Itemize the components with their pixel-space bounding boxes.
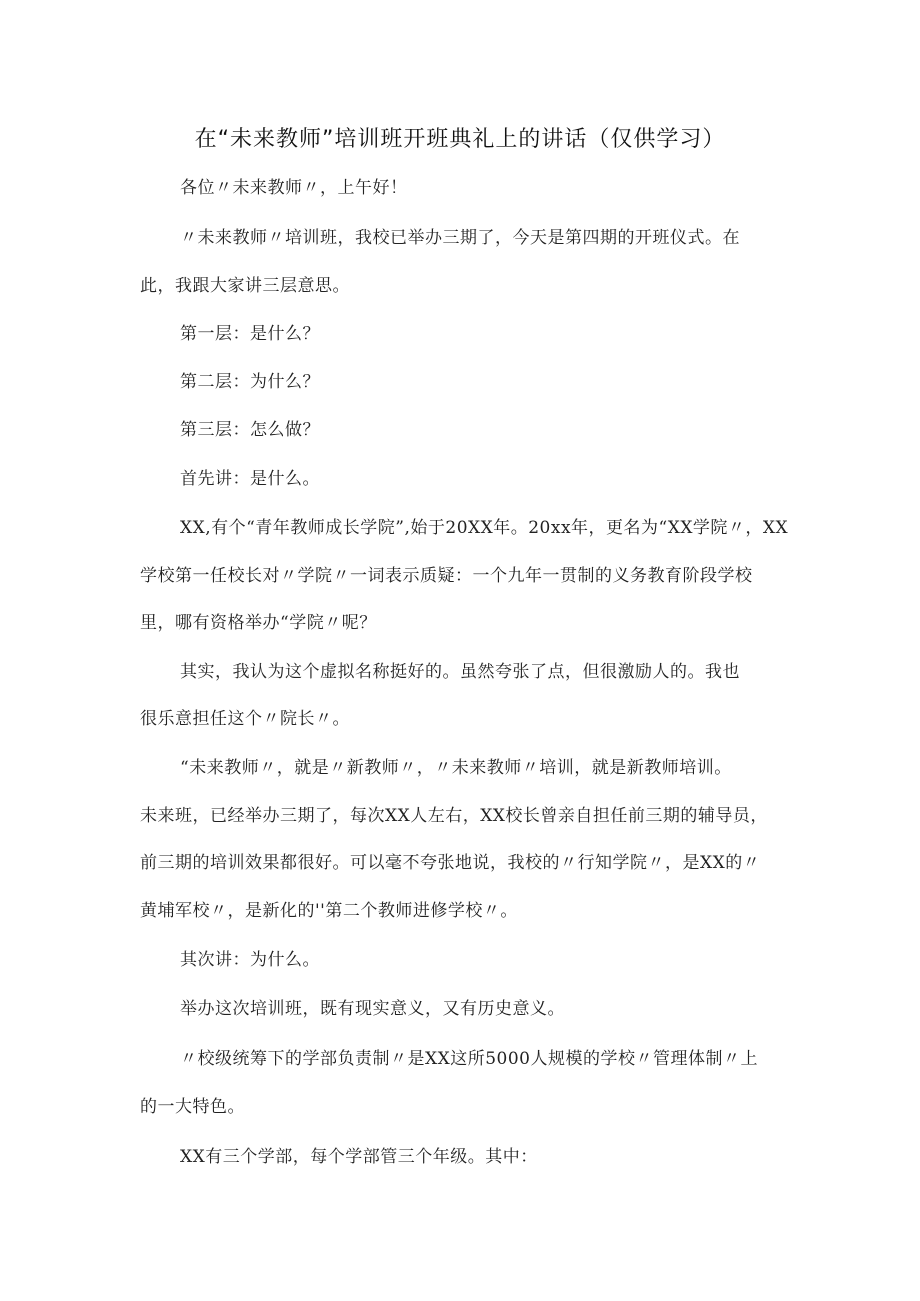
paragraph-line: 的一大特色。 — [140, 1097, 245, 1117]
paragraph-line: 学校第一任校长对〃学院〃一词表示质疑：一个九年一贯制的义务教育阶段学校 — [140, 566, 753, 586]
document-title: 在“未来教师”培训班开班典礼上的讲话（仅供学习） — [194, 127, 726, 152]
paragraph-line: 首先讲：是什么。 — [180, 469, 320, 489]
paragraph-line: 未来班，已经举办三期了，每次XX人左右，XX校长曾亲自担任前三期的辅导员， — [140, 806, 768, 826]
paragraph-line: 黄埔军校〃，是新化的''第二个教师进修学校〃。 — [140, 901, 518, 921]
paragraph-line: 此，我跟大家讲三层意思。 — [140, 276, 350, 296]
paragraph-line: 第二层：为什么？ — [180, 372, 320, 392]
paragraph-line: 举办这次培训班，既有现实意义，又有历史意义。 — [180, 999, 565, 1019]
paragraph-line: XX,有个“青年教师成长学院”,始于20XX年。20xx年，更名为“XX学院〃，XX — [180, 518, 789, 538]
paragraph-line: XX有三个学部，每个学部管三个年级。其中： — [180, 1147, 538, 1167]
paragraph-line: 其实，我认为这个虚拟名称挺好的。虽然夸张了点，但很激励人的。我也 — [180, 662, 740, 682]
paragraph-line: 里，哪有资格举办“学院〃呢？ — [140, 613, 377, 633]
paragraph-line: 第一层：是什么？ — [180, 324, 320, 344]
paragraph-line: 第三层：怎么做？ — [180, 420, 320, 440]
paragraph-line: 〃未来教师〃培训班，我校已举办三期了，今天是第四期的开班仪式。在 — [180, 228, 740, 248]
paragraph-line: 其次讲：为什么。 — [180, 950, 320, 970]
paragraph-line: “未来教师〃，就是〃新教师〃，〃未来教师〃培训，就是新教师培训。 — [180, 758, 732, 778]
paragraph-line: 各位〃未来教师〃，上午好！ — [180, 178, 408, 198]
paragraph-line: 〃校级统筹下的学部负责制〃是XX这所5000人规模的学校〃管理体制〃上 — [180, 1049, 758, 1069]
paragraph-line: 很乐意担任这个〃院长〃。 — [140, 709, 350, 729]
paragraph-line: 前三期的培训效果都很好。可以毫不夸张地说，我校的〃行知学院〃，是XX的〃 — [140, 853, 761, 873]
